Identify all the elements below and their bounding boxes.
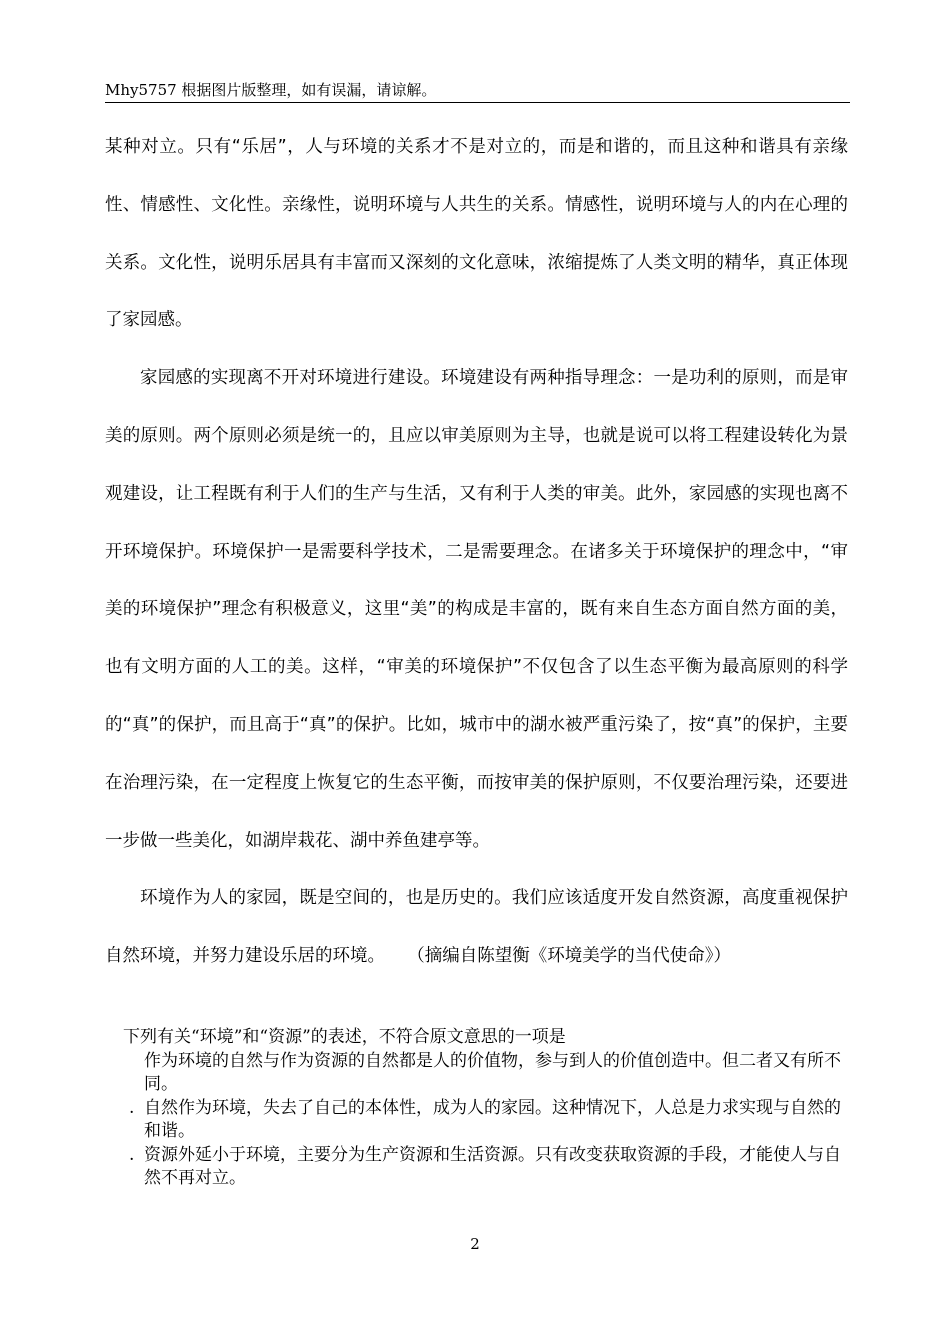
article-body bbox=[105, 119, 848, 986]
question-block bbox=[105, 1026, 850, 1191]
paragraph-1: 某种对立。只有“乐居”，人与环境的关系才不是对立的，而是和谐的，而且这种和谐具有亲缘性、情感性、文化性。亲缘性，说明环境与人共生的关系。情感性，说明环境与人的内在心理的关系。文化性，说明乐居具有丰富而又深刻的文化意味，浓缩提炼了人类文明的精华，真正体现了家园感。 bbox=[105, 137, 848, 331]
page-number: 2 bbox=[470, 1235, 480, 1253]
page-header: Mhy5757 根据图片版整理，如有误漏，请谅解。 bbox=[105, 80, 850, 103]
option-text: 作为环境的自然与作为资源的自然都是人的价值物，参与到人的价值创造中。但二者又有所不同。 bbox=[144, 1050, 841, 1094]
source-citation: （摘编自陈望衡《环境美学的当代使命》） bbox=[407, 946, 732, 967]
option-marker: . bbox=[129, 1144, 135, 1165]
question-stem: 下列有关“环境”和“资源”的表述，不符合原文意思的一项是 bbox=[123, 1027, 566, 1047]
option-marker: . bbox=[129, 1097, 135, 1118]
question-option-b bbox=[105, 1097, 850, 1144]
paragraph-3-text: 环境作为人的家园，既是空间的，也是历史的。我们应该适度开发自然资源，高度重视保护自然环境，并努力建设乐居的环境。 bbox=[105, 888, 848, 967]
paragraph-2: 家园感的实现离不开对环境进行建设。环境建设有两种指导理念：一是功利的原则，而是审美的原则。两个原则必须是统一的，且应以审美原则为主导，也就是说可以将工程建设转化为景观建设，让工程既有利于人们的生产与生活，又有利于人类的审美。此外，家园感的实现也离不开环境保护。环境保护一是需要科学技术，二是需要理念。在诸多关于环境保护的理念中，“审美的环境保护”理念有积极意义，这里“美”的构成是丰富的，既有来自生态方面自然方面的美，也有文明方面的人工的美。这样，“审美的环境保护”不仅包含了以生态平衡为最高原则的科学的“真”的保护，而且高于“真”的保护。比如，城市中的湖水被严重污染了，按“真”的保护，主要在治理污染，在一定程度上恢复它的生态平衡，而按审美的保护原则，不仅要治理污染，还要进一步做一些美化，如湖岸栽花、湖中养鱼建亭等。 bbox=[105, 368, 848, 851]
paragraph-3 bbox=[105, 870, 848, 986]
question-option-c bbox=[105, 1144, 850, 1191]
question-option-a bbox=[105, 1050, 850, 1097]
option-text: 自然作为环境，失去了自己的本体性，成为人的家园。这种情况下，人总是力求实现与自然的和谐。 bbox=[144, 1097, 841, 1141]
option-text: 资源外延小于环境，主要分为生产资源和生活资源。只有改变获取资源的手段，才能使人与自然不再对立。 bbox=[144, 1144, 841, 1188]
